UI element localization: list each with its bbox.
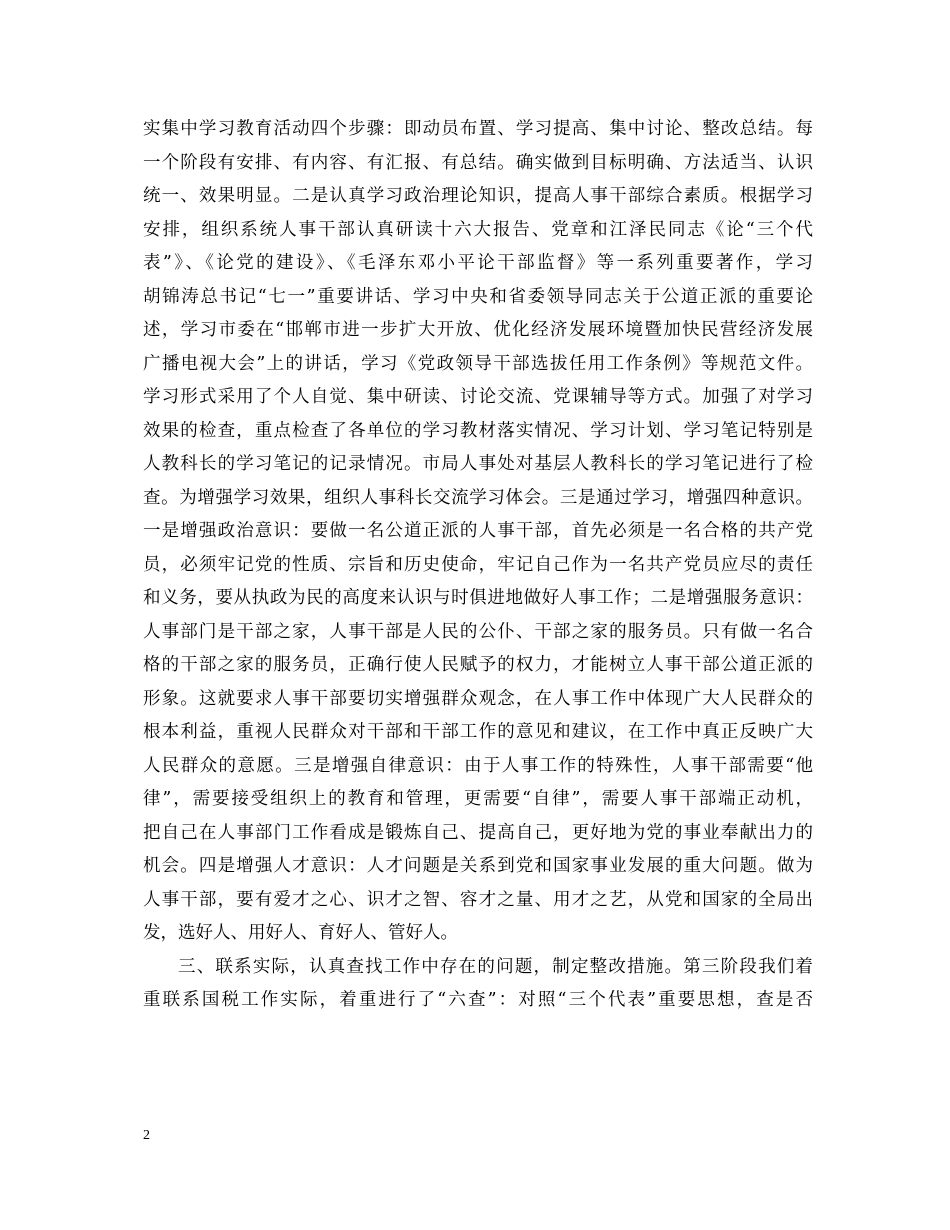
text-line: 员，必须牢记党的性质、宗旨和历史使命，牢记自己作为一名共产党员应尽的责任 xyxy=(143,554,813,575)
body-text xyxy=(143,113,813,1018)
text-line: 根本利益，重视人民群众对干部和干部工作的意见和建议，在工作中真正反映广大 xyxy=(143,722,813,742)
text-line: 述，学习市委在“邯郸市进一步扩大开放、优化经济发展环境暨加快民营经济发展 xyxy=(143,320,813,340)
page-number: 2 xyxy=(143,1128,150,1143)
text-line: 实集中学习教育活动四个步骤：即动员布置、学习提高、集中讨论、整改总结。每 xyxy=(143,119,813,139)
text-line: 人教科长的学习笔记的记录情况。市局人事处对基层人教科长的学习笔记进行了检 xyxy=(143,454,813,474)
text-line: 胡锦涛总书记“七一”重要讲话、学习中央和省委领导同志关于公道正派的重要论 xyxy=(143,286,813,307)
text-line: 人事干部，要有爱才之心、识才之智、容才之量、用才之艺，从党和国家的全局出 xyxy=(143,889,813,910)
text-line: 和义务，要从执政为民的高度来认识与时俱进地做好人事工作；二是增强服务意识： xyxy=(143,588,813,608)
text-line: 一个阶段有安排、有内容、有汇报、有总结。确实做到目标明确、方法适当、认识 xyxy=(143,152,813,173)
paragraph-end-line: 发，选好人、用好人、育好人、管好人。 xyxy=(143,923,458,943)
text-line: 把自己在人事部门工作看成是锻炼自己、提高自己，更好地为党的事业奉献出力的 xyxy=(143,822,813,843)
text-line: 机会。四是增强人才意识：人才问题是关系到党和国家事业发展的重大问题。做为 xyxy=(143,856,813,876)
text-line: 统一、效果明显。二是认真学习政治理论知识，提高人事干部综合素质。根据学习 xyxy=(143,186,813,206)
text-line: 形象。这就要求人事干部要切实增强群众观念，在人事工作中体现广大人民群众的 xyxy=(143,688,813,709)
text-line: 人事部门是干部之家，人事干部是人民的公仆、干部之家的服务员。只有做一名合 xyxy=(143,621,813,642)
text-line: 学习形式采用了个人自觉、集中研读、讨论交流、党课辅导等方式。加强了对学习 xyxy=(143,387,813,407)
text-line: 重联系国税工作实际，着重进行了“六查”：对照“三个代表”重要思想，查是否 xyxy=(143,990,813,1010)
text-line: 表”》、《论党的建设》、《毛泽东邓小平论干部监督》等一系列重要著作，学习 xyxy=(143,253,813,273)
text-line: 一是增强政治意识：要做一名公道正派的人事干部，首先必须是一名合格的共产党 xyxy=(143,521,813,541)
text-line: 查。为增强学习效果，组织人事科长交流学习体会。三是通过学习，增强四种意识。 xyxy=(143,487,813,508)
text-line: 安排，组织系统人事干部认真研读十六大报告、党章和江泽民同志《论“三个代 xyxy=(143,219,813,240)
text-line: 人民群众的意愿。三是增强自律意识：由于人事工作的特殊性，人事干部需要“他 xyxy=(143,755,813,776)
text-line: 格的干部之家的服务员，正确行使人民赋予的权力，才能树立人事干部公道正派的 xyxy=(143,655,813,675)
text-line: 效果的检查，重点检查了各单位的学习教材落实情况、学习计划、学习笔记特别是 xyxy=(143,420,813,441)
text-line: 广播电视大会”上的讲话，学习《党政领导干部选拔任用工作条例》等规范文件。 xyxy=(143,353,813,374)
paragraph-start-line: 三、联系实际，认真查找工作中存在的问题，制定整改措施。第三阶段我们着 xyxy=(178,956,813,977)
text-line: 律”，需要接受组织上的教育和管理，更需要“自律”，需要人事干部端正动机， xyxy=(143,789,813,809)
